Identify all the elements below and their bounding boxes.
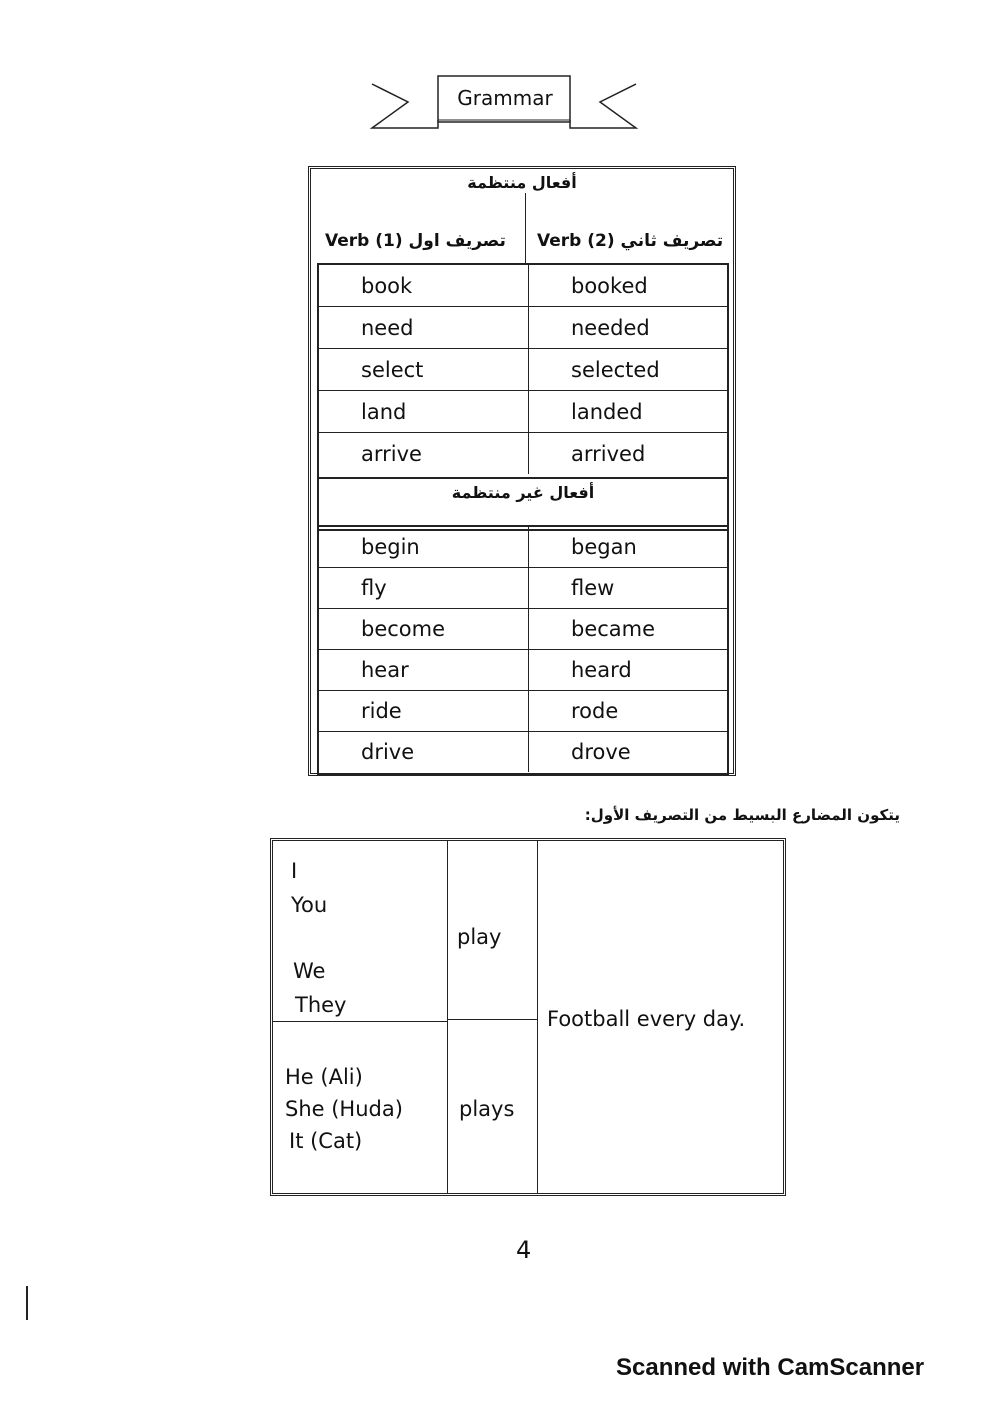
table-row (319, 527, 727, 568)
present-simple-note: يتكون المضارع البسيط من التصريف الأول: (584, 806, 900, 824)
verb-base: ride (319, 691, 529, 731)
page-number: 4 (516, 1236, 532, 1264)
row-divider (273, 1021, 448, 1022)
column-header-verb2: Verb (2) تصريف ثاني (537, 231, 724, 251)
irregular-verbs-list (317, 525, 729, 775)
column-divider (525, 193, 526, 265)
subject-pronoun: I (291, 859, 298, 883)
table-row (319, 349, 727, 391)
verb-past: flew (571, 576, 615, 600)
verb-past: arrived (571, 441, 646, 466)
verb-base: arrive (319, 433, 529, 474)
margin-mark (26, 1286, 28, 1320)
column-header-verb1: Verb (1) تصريف اول (325, 231, 506, 251)
present-simple-table (270, 838, 786, 1196)
verb-base: become (319, 609, 529, 649)
object-phrase: Football every day. (547, 1007, 746, 1031)
verb-past: rode (571, 699, 619, 723)
subject-pronoun: He (Ali) (285, 1065, 363, 1089)
verb-base: need (319, 307, 529, 348)
banner-title: Grammar (457, 86, 553, 110)
irregular-heading-box (317, 477, 729, 531)
verb-past: selected (571, 357, 660, 382)
table-row (319, 609, 727, 650)
column-divider (537, 841, 538, 1193)
verb-base: drive (319, 732, 529, 772)
verb-base: land (319, 391, 529, 432)
verb-base: fly (319, 568, 529, 608)
subject-pronoun: We (293, 959, 326, 983)
verb-base: hear (319, 650, 529, 690)
verb-past: needed (571, 315, 650, 340)
subject-pronoun: She (Huda) (285, 1097, 403, 1121)
table-row (319, 307, 727, 349)
subject-pronoun: You (291, 893, 328, 917)
regular-verbs-heading: أفعال منتظمة (467, 173, 577, 192)
table-row (319, 691, 727, 732)
verb-past: landed (571, 399, 643, 424)
table-row (319, 391, 727, 433)
verb-table (308, 166, 736, 776)
regular-verbs-list (317, 263, 729, 479)
irregular-verbs-heading: أفعال غير منتظمة (451, 483, 595, 502)
column-divider (447, 841, 448, 1193)
table-row (319, 433, 727, 474)
verb-base: select (319, 349, 529, 390)
table-row (319, 732, 727, 772)
subject-pronoun: They (295, 993, 347, 1017)
verb-plays: plays (459, 1097, 515, 1121)
table-row (319, 650, 727, 691)
scanner-footer: Scanned with CamScanner (616, 1354, 925, 1381)
verb-past: heard (571, 658, 632, 682)
verb-base: begin (319, 527, 529, 567)
table-row (319, 568, 727, 609)
row-divider (447, 1019, 538, 1020)
verb-past: became (571, 617, 656, 641)
verb-play: play (457, 925, 502, 949)
subject-pronoun: It (Cat) (289, 1129, 363, 1153)
verb-past: drove (571, 740, 631, 764)
verb-past: booked (571, 273, 648, 298)
verb-past: began (571, 535, 637, 559)
verb-base: book (319, 265, 529, 306)
table-row (319, 265, 727, 307)
